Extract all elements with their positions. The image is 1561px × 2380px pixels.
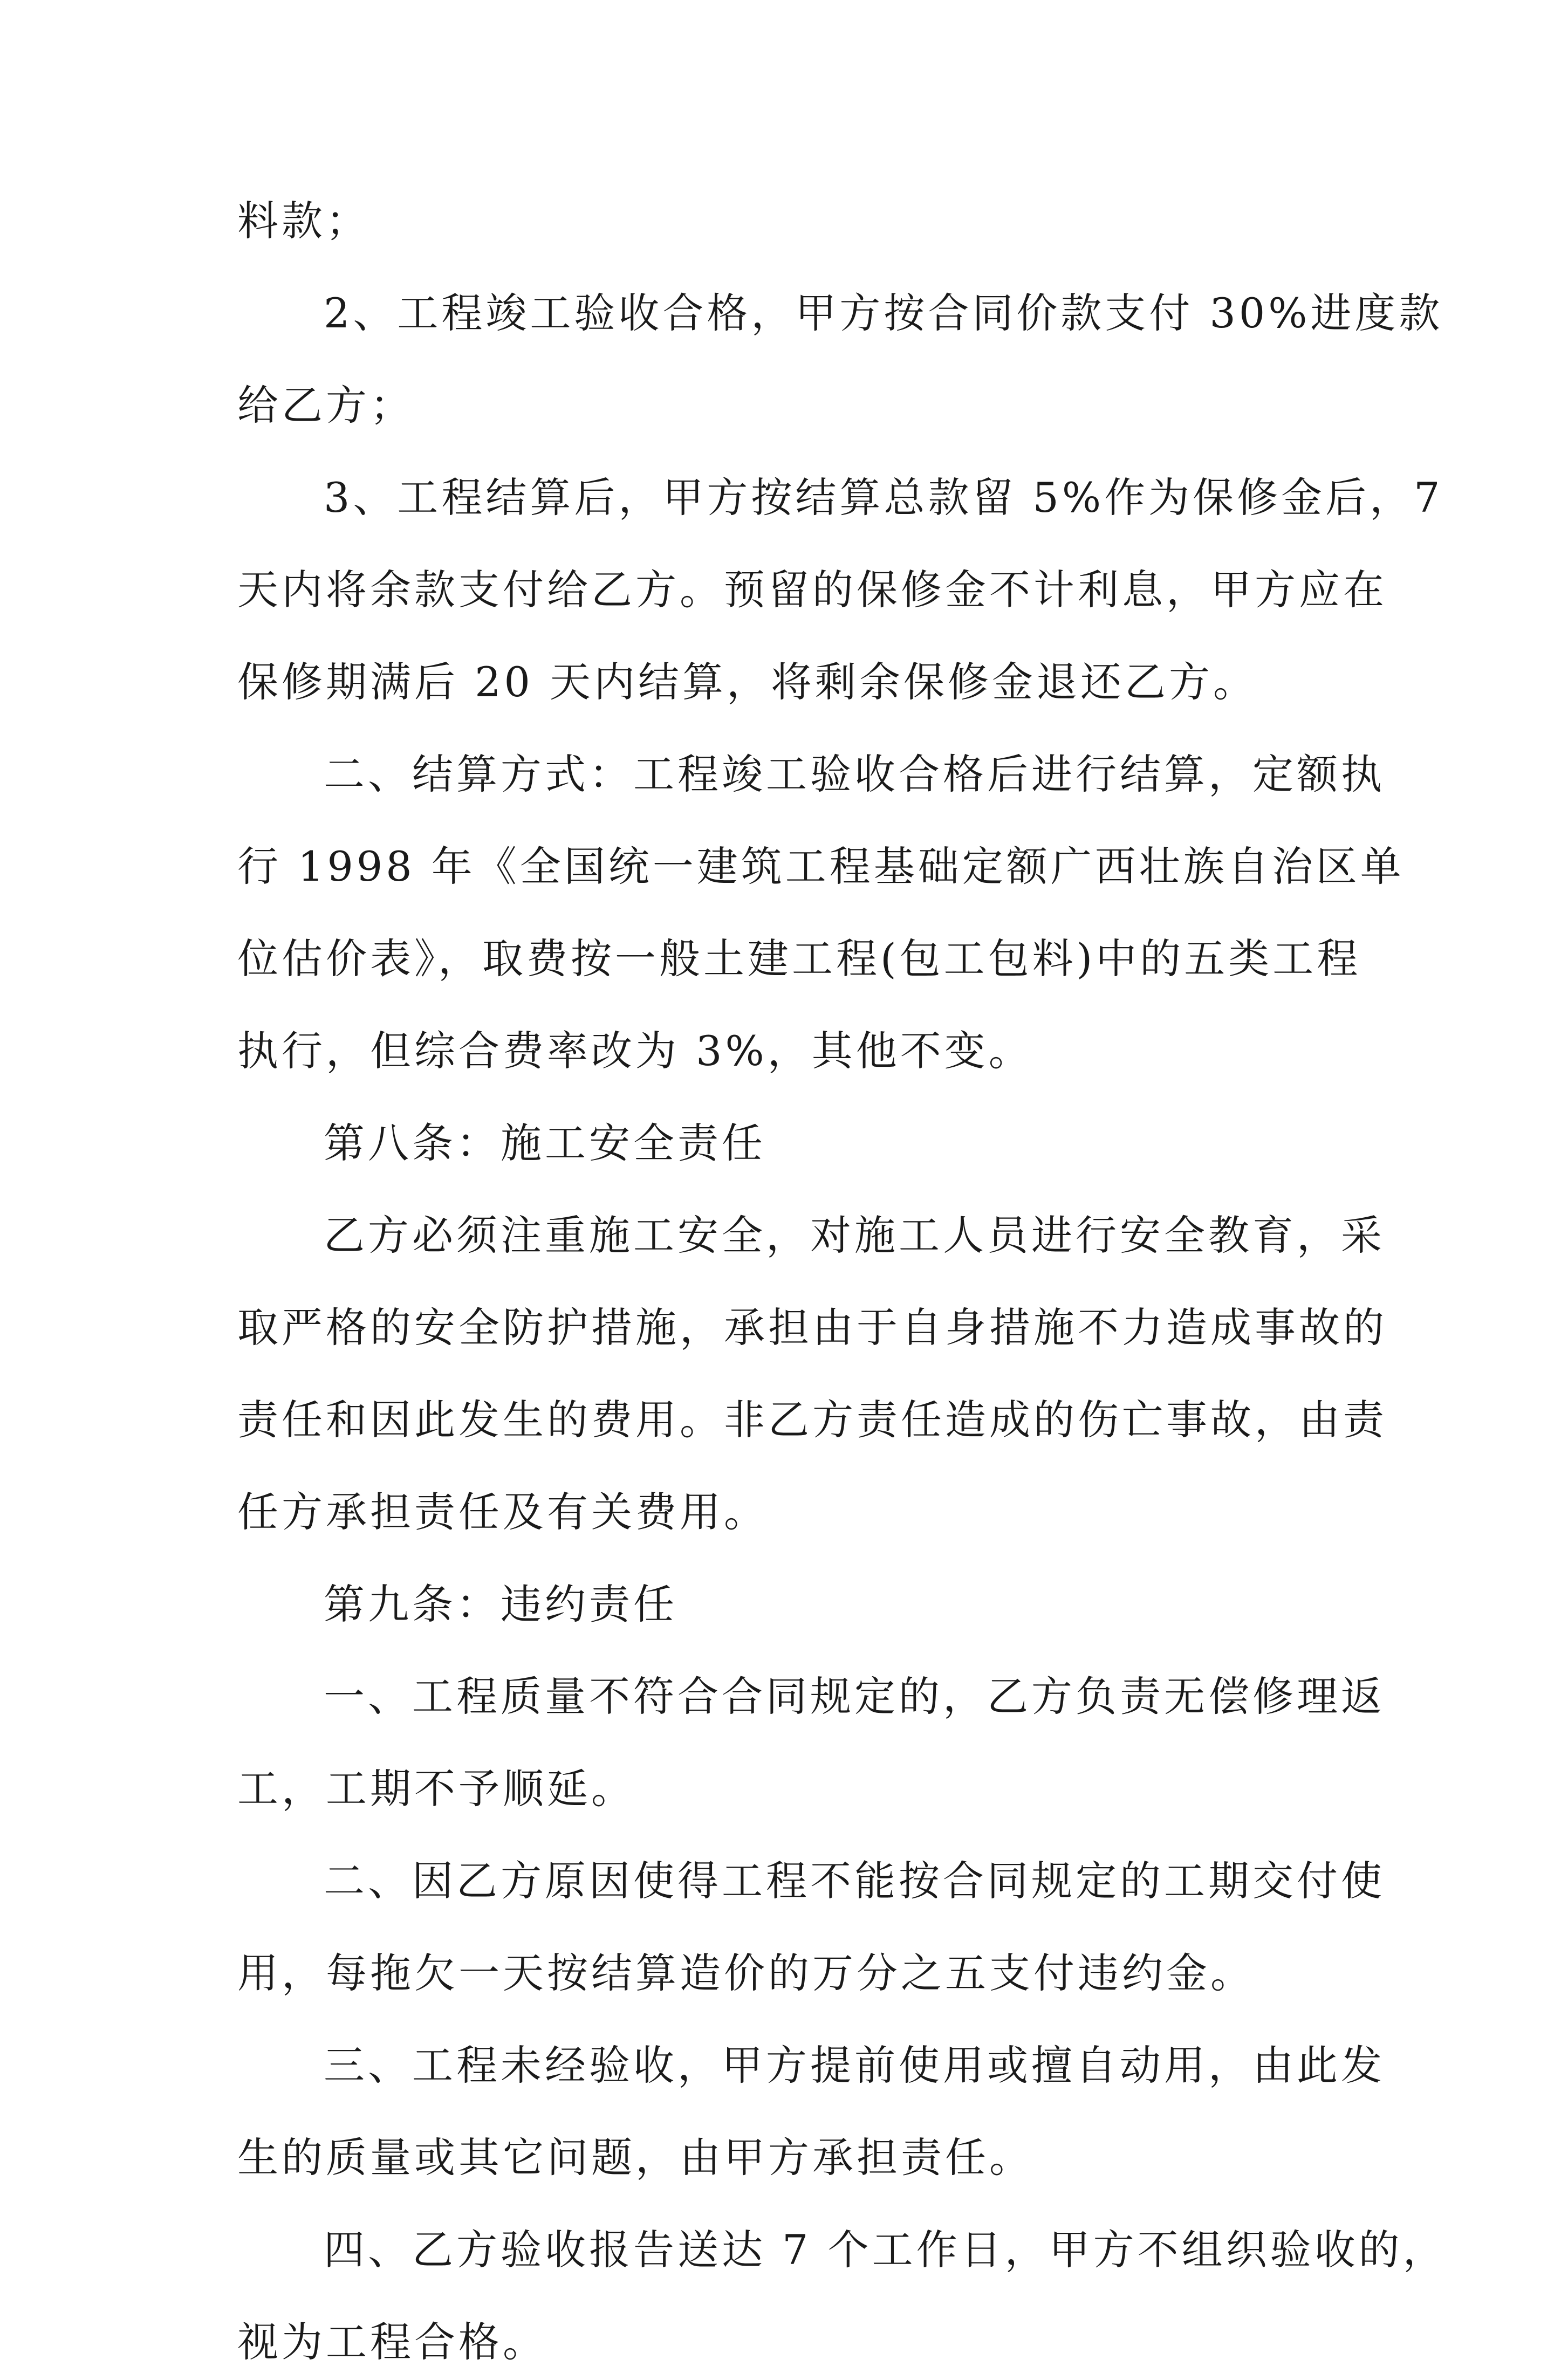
text-line: 料款； [237,197,370,245]
text-line: 取严格的安全防护措施，承担由于自身措施不力造成事故的 [237,1304,1387,1352]
text-line: 一、工程质量不符合合同规定的，乙方负责无偿修理返 [324,1672,1385,1720]
text-line: 执行，但综合费率改为 3%，其他不变。 [237,1027,1033,1075]
text-line: 四、乙方验收报告送达 7 个工作日，甲方不组织验收的， [324,2226,1447,2274]
text-line: 给乙方； [237,381,414,429]
text-line: 三、工程未经验收，甲方提前使用或擅自动用，由此发 [324,2041,1385,2089]
text-line: 生的质量或其它问题，由甲方承担责任。 [237,2134,1033,2182]
text-line: 位估价表》，取费按一般土建工程(包工包料)中的五类工程 [237,935,1361,983]
text-line: 乙方必须注重施工安全，对施工人员进行安全教育，采 [324,1211,1385,1259]
text-line: 行 1998 年《全国统一建筑工程基础定额广西壮族自治区单 [237,842,1405,890]
text-line: 二、因乙方原因使得工程不能按合同规定的工期交付使 [324,1857,1385,1905]
text-line: 用，每拖欠一天按结算造价的万分之五支付违约金。 [237,1949,1255,1997]
section-heading: 第九条：违约责任 [324,1580,677,1628]
text-line: 保修期满后 20 天内结算，将剩余保修金退还乙方。 [237,658,1258,706]
text-line: 天内将余款支付给乙方。预留的保修金不计利息，甲方应在 [237,566,1387,614]
text-line: 视为工程合格。 [237,2318,547,2366]
section-heading: 第八条：施工安全责任 [324,1119,766,1167]
text-line: 二、结算方式：工程竣工验收合格后进行结算，定额执 [324,750,1385,798]
text-line: 责任和因此发生的费用。非乙方责任造成的伤亡事故，由责 [237,1396,1387,1444]
text-line: 任方承担责任及有关费用。 [237,1488,768,1536]
text-line: 3、工程结算后，甲方按结算总款留 5%作为保修金后，7 [324,474,1443,522]
text-line: 2、工程竣工验收合格，甲方按合同价款支付 30%进度款 [324,289,1443,337]
text-line: 工，工期不予顺延。 [237,1765,635,1813]
